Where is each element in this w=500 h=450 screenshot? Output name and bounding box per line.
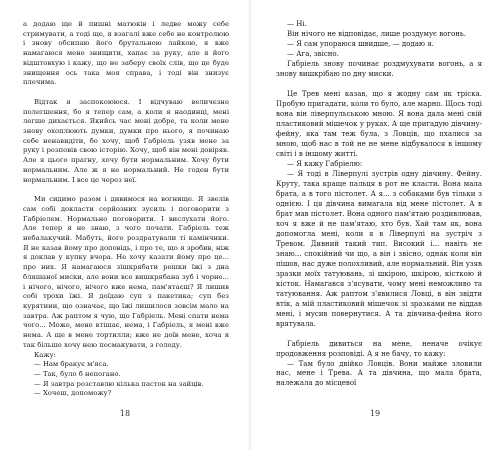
right-page-text	[276, 20, 482, 389]
dialogue-line: — Я завтра розставлю кілька пасток на зайців.	[34, 379, 204, 388]
paragraph: Він нічого не відповідає, лише роздумує вогонь.	[287, 29, 466, 38]
dialogue-line: — Так, було б непогано.	[34, 369, 121, 378]
dialogue-line: — Хочеш, допоможу?	[34, 389, 112, 398]
paragraph: — Я кажу Габріелю:	[287, 159, 363, 168]
paragraph: Габріель дивиться на мене, неначе очікує продовження розповіді. А я не бачу, то кажу:	[276, 339, 482, 358]
left-page-text	[23, 20, 229, 399]
paragraph: а додаю ще й пишні матюків і ледве можу себе стримувати, а тоді ще, я взагалі вже себе не контролюю і знову обсипаю його брутальною лайкою, я вже намагаюся мене знищити, хапає за руку, але я його відштовхую і кажу, що не заберу своїх слів, що це буде знищення ось така моя справа, і тоді він знизує плечима.	[23, 20, 229, 87]
paragraph: Це Трев мені казав, що я жодну сам як тріска. Пробую пригадати, коли то було, але марно. Щось тоді вона він ліверпульською мною. Я вона дала мені свій пластиковий мішечок у руках. А ще пригадую дівчину-фейну, яка там теж була, з Ловців, що пхалися за мною, щоб нас в той не не мене відбувалося в іншому світі і в іншому житті.	[276, 89, 482, 158]
right-page	[250, 0, 500, 450]
paragraph: Ми сидимо разом і дивимося на вогнище. Я звелів сам собі докласти серйозних зусиль і поговорити з Габріелем. Нормально поговорити. І вислухати його. Але тепер я не знаю, з чого почати. Габріель теж небалакучий. Мабуть, його роздратували ті камінчики. Я не казав йому про доповідь, і про те, що я зробив, ніж я доклав у купку вчора. Не хочу казати йому про це... про них. Я намагаюся зішкрябати решки їжі з дна бляшаної миски, але вони все вишкрябана зуб і чорне... і нічого, нічого, нічого вже нема, пам'ятаєш? Я лишив собі трохи їжі. Я доїдаю суп з пакетика; суп без курятини, що означає, що їжі лишилося зовсім мало на завтра. Аж раптом я чую, що Габріель. Мені спати нема чого... Може, мене втішає, нема, і Габріель, я мені вже нема. А ще в мене тортилля; вже не доїв мене, хоча я так більше хочу нею посмакувати, з голоду.	[23, 195, 229, 349]
dialogue-line: — Ага, звісно.	[287, 49, 339, 58]
dialogue-line: — Ні.	[287, 20, 307, 28]
dialogue-line: — Я сам упораюся швидше, — додаю я.	[287, 39, 434, 48]
dialogue-line: — Там було двійко Ловців. Вони майже зловили нас, мене і Трева. А та дівчина, що мала брата, належала до місцевої	[276, 359, 482, 388]
paragraph: Кажу:	[34, 350, 56, 359]
paragraph: Габріель знову починає роздмухувати вогонь, а я знову вишкрібаю по дну миски.	[276, 59, 482, 78]
dialogue-line: — Нам бракує м'яса.	[34, 360, 109, 369]
page-number: 19	[369, 409, 381, 418]
paragraph: Відтак я заспокоююся. І відчуваю величезне полегшення, бо я тепер сам, а коли я наодинці, мені легше дихається. Якийсь час мені добре, та коли мене знову охоплюють думки, думки про нього, я починаю себе ненавидіти, бо хочу, щоб Габріель узяв мене за руку і розповів свою історію. Хочу, щоб він мені довіряв. Але я цього прагну, хочу бути нормальним. Хочу бути нормальним. Але ж я не нормальний. Не годен бути нормальним. І все це через неї.	[23, 97, 229, 184]
dialogue-line: — Я тоді в Ліверпулі зустрів одну дівчину. Фейну. Круту, така краще пальця в рот не класти. Вона мала брата, а в того пістолет. А я... з собаками був тільки з однією. І ця дівчина вимагала від мене пістолет. А в брат мав пістолет. Вона одного пам'ятаю роздивлював, хоч я вже й не пам'ятаю, хто був. Хай там як, вона допомогла мені, коли я в Ліверпулі на зустріч з Тревом. Дивний такий тип. Високий і... навіть не знаю... спокійний чи що, а він і звісно, однак коли він пішов, нас дуже полохливий, але нормальний. Він узяв зразки моїх татуювань, зі шкірою, шкірою, кісткою й кісток. Намагався з'ясувати, чому мені неможливо та татуювання. Аж раптом з'явилися Ловці, в він звідти втік, а мій пластиковий мішечок зі зразками не віддав мені, і мусив повернутися. А та дівчина-фейна його врятувала.	[276, 169, 482, 328]
page-number: 18	[119, 409, 131, 418]
